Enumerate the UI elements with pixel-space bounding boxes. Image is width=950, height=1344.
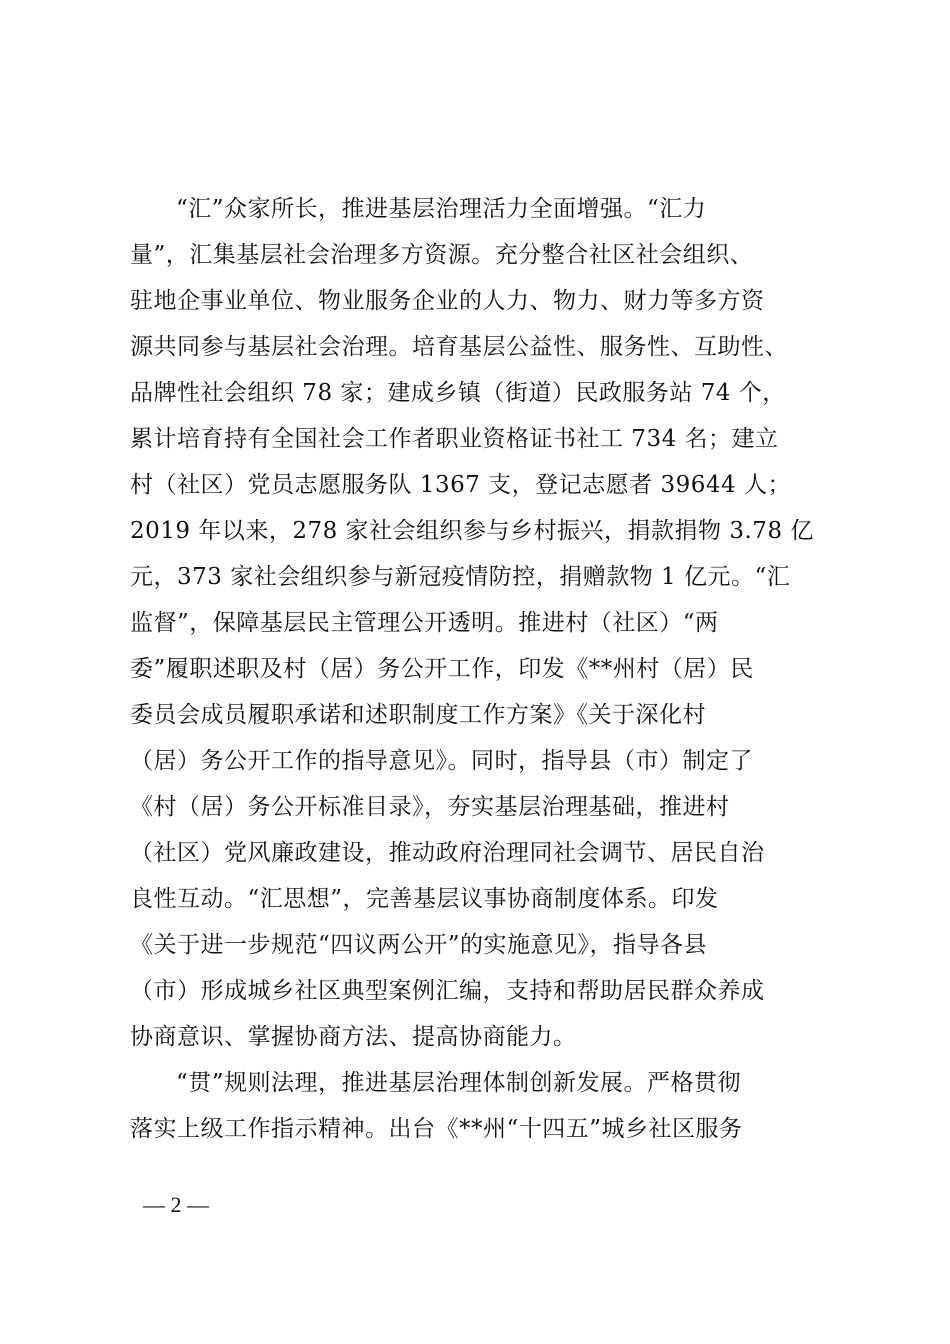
text-line: 良性互动。“汇思想”，完善基层议事协商制度体系。印发 xyxy=(130,886,719,912)
text-line: “贯”规则法理，推进基层治理体制创新发展。严格贯彻 xyxy=(176,1070,742,1096)
text-line: 累计培育持有全国社会工作者职业资格证书社工 734 名；建立 xyxy=(130,426,779,452)
page-number: — 2 — xyxy=(143,1192,209,1217)
text-line: 委员会成员履职承诺和述职制度工作方案》《关于深化村 xyxy=(130,702,706,728)
text-line: 2019 年以来，278 家社会组织参与乡村振兴，捐款捐物 3.78 亿 xyxy=(130,518,814,544)
text-line: 落实上级工作指示精神。出台《**州“十四五”城乡社区服务 xyxy=(130,1116,743,1142)
text-line: 委”履职述职及村（居）务公开工作，印发《**州村（居）民 xyxy=(130,656,754,682)
text-line: 《村（居）务公开标准目录》，夯实基层治理基础，推进村 xyxy=(130,794,730,820)
text-line: （市）形成城乡社区典型案例汇编，支持和帮助居民群众养成 xyxy=(130,978,765,1004)
text-line: 村（社区）党员志愿服务队 1367 支，登记志愿者 39644 人； xyxy=(130,472,791,498)
text-line: 驻地企事业单位、物业服务企业的人力、物力、财力等多方资 xyxy=(130,288,765,314)
paragraph-2 xyxy=(130,1060,842,1152)
text-line: 监督”，保障基层民主管理公开透明。推进村（社区）“两 xyxy=(130,610,719,636)
text-line: 品牌性社会组织 78 家；建成乡镇（街道）民政服务站 74 个， xyxy=(130,380,786,406)
text-line: （居）务公开工作的指导意见》。同时，指导县（市）制定了 xyxy=(130,748,753,774)
paragraph-1 xyxy=(130,186,842,1060)
text-line: （社区）党风廉政建设，推动政府治理同社会调节、居民自治 xyxy=(130,840,765,866)
text-line: 源共同参与基层社会治理。培育基层公益性、服务性、互助性、 xyxy=(130,334,788,360)
text-line: “汇”众家所长，推进基层治理活力全面增强。“汇力 xyxy=(176,196,707,222)
text-line: 《关于进一步规范“四议两公开”的实施意见》，指导各县 xyxy=(130,932,708,958)
text-line: 量”，汇集基层社会治理多方资源。充分整合社区社会组织、 xyxy=(130,242,754,268)
text-line: 协商意识、掌握协商方法、提高协商能力。 xyxy=(130,1024,577,1050)
text-line: 元，373 家社会组织参与新冠疫情防控，捐赠款物 1 亿元。“汇 xyxy=(130,564,791,590)
